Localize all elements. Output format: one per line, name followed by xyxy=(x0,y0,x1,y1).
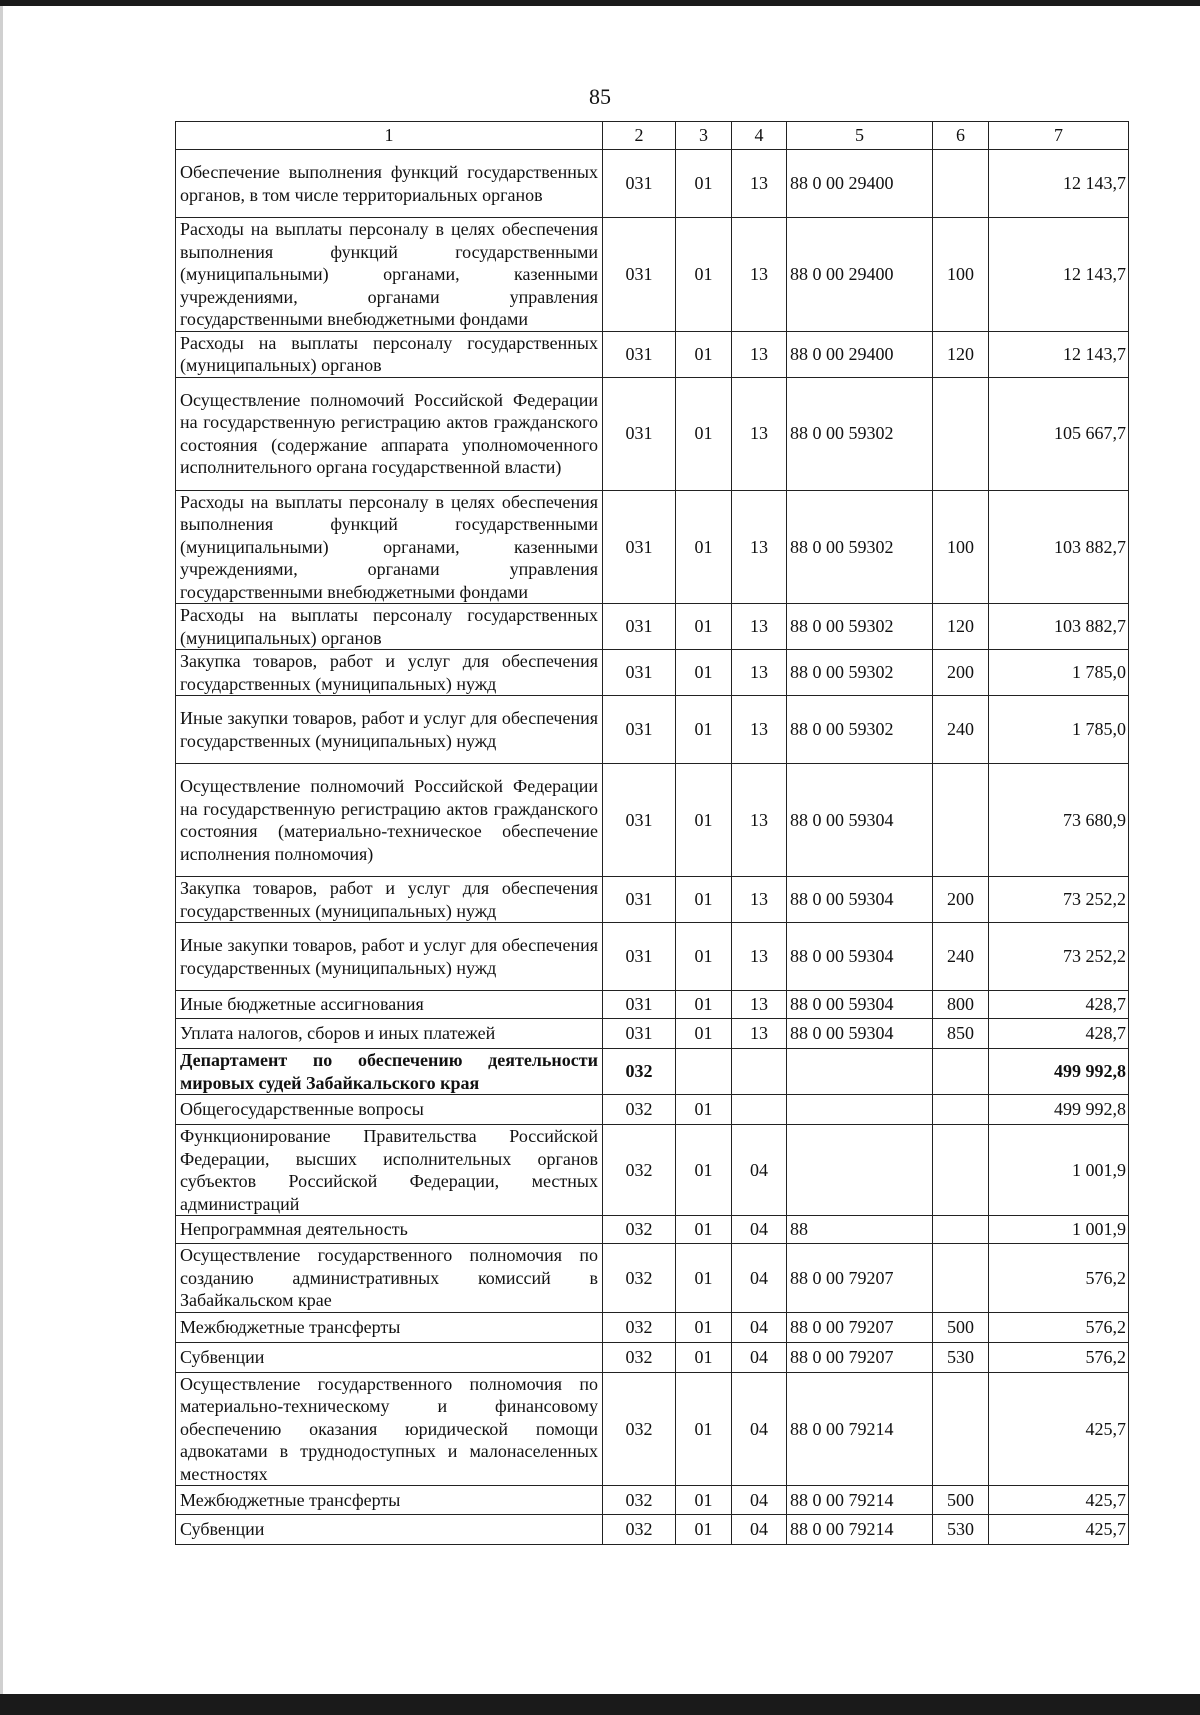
header-col-2: 2 xyxy=(603,122,676,150)
expense-type-code xyxy=(933,1216,989,1244)
section-code: 01 xyxy=(676,1486,732,1515)
amount: 425,7 xyxy=(989,1372,1129,1486)
target-article-code: 88 0 00 59302 xyxy=(787,377,933,490)
amount: 1 001,9 xyxy=(989,1125,1129,1216)
subsection-code: 04 xyxy=(732,1125,787,1216)
item-name: Функционирование Правительства Российской Федерации, высших исполнительных органов субъектов Российской Федерации, местных администраций xyxy=(176,1125,603,1216)
table-row xyxy=(176,331,1129,377)
table-row xyxy=(176,604,1129,650)
scan-left-edge xyxy=(0,0,3,1715)
section-code: 01 xyxy=(676,218,732,332)
item-name: Иные закупки товаров, работ и услуг для обеспечения государственных (муниципальных) нужд xyxy=(176,696,603,764)
table-row xyxy=(176,1515,1129,1545)
amount: 425,7 xyxy=(989,1515,1129,1545)
table-row xyxy=(176,991,1129,1019)
amount: 12 143,7 xyxy=(989,150,1129,218)
expense-type-code: 500 xyxy=(933,1312,989,1342)
amount: 576,2 xyxy=(989,1342,1129,1372)
subsection-code: 13 xyxy=(732,650,787,696)
page-number: 85 xyxy=(589,84,611,109)
table-row xyxy=(176,1372,1129,1486)
subsection-code: 04 xyxy=(732,1216,787,1244)
ministry-code: 031 xyxy=(603,604,676,650)
section-code: 01 xyxy=(676,1312,732,1342)
expense-type-code: 800 xyxy=(933,991,989,1019)
item-name: Департамент по обеспечению деятельности мировых судей Забайкальского края xyxy=(176,1049,603,1095)
table-row xyxy=(176,1019,1129,1049)
amount: 73 680,9 xyxy=(989,764,1129,877)
amount: 12 143,7 xyxy=(989,218,1129,332)
item-name: Осуществление государственного полномочия по созданию административных комиссий в Забайкальском крае xyxy=(176,1244,603,1313)
table-row xyxy=(176,1049,1129,1095)
item-name: Закупка товаров, работ и услуг для обеспечения государственных (муниципальных) нужд xyxy=(176,877,603,923)
section-code: 01 xyxy=(676,490,732,604)
ministry-code: 031 xyxy=(603,150,676,218)
table-row xyxy=(176,650,1129,696)
expense-type-code: 240 xyxy=(933,923,989,991)
expense-type-code xyxy=(933,1244,989,1313)
amount: 105 667,7 xyxy=(989,377,1129,490)
budget-table xyxy=(175,121,1129,1545)
section-code: 01 xyxy=(676,1342,732,1372)
amount: 73 252,2 xyxy=(989,923,1129,991)
table-row xyxy=(176,1342,1129,1372)
target-article-code xyxy=(787,1049,933,1095)
target-article-code: 88 0 00 79214 xyxy=(787,1486,933,1515)
ministry-code: 031 xyxy=(603,764,676,877)
target-article-code: 88 xyxy=(787,1216,933,1244)
target-article-code: 88 0 00 59304 xyxy=(787,991,933,1019)
item-name: Межбюджетные трансферты xyxy=(176,1312,603,1342)
item-name: Субвенции xyxy=(176,1342,603,1372)
expense-type-code: 530 xyxy=(933,1515,989,1545)
item-name: Расходы на выплаты персоналу государственных (муниципальных) органов xyxy=(176,331,603,377)
amount: 499 992,8 xyxy=(989,1049,1129,1095)
section-code: 01 xyxy=(676,696,732,764)
subsection-code: 04 xyxy=(732,1486,787,1515)
scan-bottom-border xyxy=(0,1694,1200,1715)
subsection-code: 13 xyxy=(732,923,787,991)
amount: 425,7 xyxy=(989,1486,1129,1515)
ministry-code: 032 xyxy=(603,1049,676,1095)
ministry-code: 031 xyxy=(603,331,676,377)
ministry-code: 031 xyxy=(603,650,676,696)
subsection-code: 04 xyxy=(732,1372,787,1486)
target-article-code: 88 0 00 59304 xyxy=(787,1019,933,1049)
subsection-code xyxy=(732,1095,787,1125)
item-name: Иные закупки товаров, работ и услуг для обеспечения государственных (муниципальных) нужд xyxy=(176,923,603,991)
section-code: 01 xyxy=(676,604,732,650)
target-article-code: 88 0 00 59302 xyxy=(787,650,933,696)
item-name: Закупка товаров, работ и услуг для обеспечения государственных (муниципальных) нужд xyxy=(176,650,603,696)
target-article-code: 88 0 00 79207 xyxy=(787,1312,933,1342)
expense-type-code: 240 xyxy=(933,696,989,764)
ministry-code: 032 xyxy=(603,1244,676,1313)
table-row xyxy=(176,218,1129,332)
scan-top-border xyxy=(0,0,1200,6)
table-row xyxy=(176,150,1129,218)
ministry-code: 031 xyxy=(603,696,676,764)
amount: 103 882,7 xyxy=(989,490,1129,604)
expense-type-code: 120 xyxy=(933,331,989,377)
expense-type-code xyxy=(933,1049,989,1095)
item-name: Расходы на выплаты персоналу в целях обеспечения выполнения функций государственными (муниципальными) органами, казенными учреждениями, органами управления государственными внебюджетными фондами xyxy=(176,218,603,332)
amount: 428,7 xyxy=(989,1019,1129,1049)
amount: 1 785,0 xyxy=(989,650,1129,696)
ministry-code: 032 xyxy=(603,1312,676,1342)
subsection-code: 13 xyxy=(732,877,787,923)
subsection-code: 13 xyxy=(732,764,787,877)
item-name: Осуществление государственного полномочия по материально-техническому и финансовому обеспечению оказания юридической помощи адвокатами в труднодоступных и малонаселенных местностях xyxy=(176,1372,603,1486)
subsection-code: 04 xyxy=(732,1244,787,1313)
ministry-code: 031 xyxy=(603,991,676,1019)
item-name: Уплата налогов, сборов и иных платежей xyxy=(176,1019,603,1049)
table-row xyxy=(176,1125,1129,1216)
amount: 576,2 xyxy=(989,1244,1129,1313)
section-code: 01 xyxy=(676,1019,732,1049)
ministry-code: 032 xyxy=(603,1515,676,1545)
ministry-code: 032 xyxy=(603,1125,676,1216)
section-code: 01 xyxy=(676,331,732,377)
header-col-4: 4 xyxy=(732,122,787,150)
section-code: 01 xyxy=(676,877,732,923)
expense-type-code: 100 xyxy=(933,218,989,332)
item-name: Расходы на выплаты персоналу в целях обеспечения выполнения функций государственными (муниципальными) органами, казенными учреждениями, органами управления государственными внебюджетными фондами xyxy=(176,490,603,604)
section-code: 01 xyxy=(676,377,732,490)
section-code: 01 xyxy=(676,1372,732,1486)
header-col-5: 5 xyxy=(787,122,933,150)
target-article-code: 88 0 00 79207 xyxy=(787,1342,933,1372)
expense-type-code xyxy=(933,377,989,490)
subsection-code: 13 xyxy=(732,218,787,332)
table-row xyxy=(176,877,1129,923)
table-row xyxy=(176,923,1129,991)
header-col-3: 3 xyxy=(676,122,732,150)
target-article-code: 88 0 00 79207 xyxy=(787,1244,933,1313)
ministry-code: 032 xyxy=(603,1095,676,1125)
header-col-1: 1 xyxy=(176,122,603,150)
table-row xyxy=(176,1486,1129,1515)
target-article-code: 88 0 00 59304 xyxy=(787,923,933,991)
table-row xyxy=(176,377,1129,490)
section-code xyxy=(676,1049,732,1095)
budget-table-body xyxy=(176,122,1129,1545)
ministry-code: 031 xyxy=(603,490,676,604)
amount: 428,7 xyxy=(989,991,1129,1019)
item-name: Непрограммная деятельность xyxy=(176,1216,603,1244)
ministry-code: 032 xyxy=(603,1486,676,1515)
ministry-code: 031 xyxy=(603,1019,676,1049)
item-name: Осуществление полномочий Российской Федерации на государственную регистрацию актов гражданского состояния (содержание аппарата уполномоченного исполнительного органа государственной власти) xyxy=(176,377,603,490)
item-name: Расходы на выплаты персоналу государственных (муниципальных) органов xyxy=(176,604,603,650)
table-row xyxy=(176,764,1129,877)
subsection-code: 04 xyxy=(732,1515,787,1545)
header-col-7: 7 xyxy=(989,122,1129,150)
section-code: 01 xyxy=(676,1216,732,1244)
subsection-code: 13 xyxy=(732,377,787,490)
target-article-code: 88 0 00 29400 xyxy=(787,331,933,377)
subsection-code: 13 xyxy=(732,490,787,604)
expense-type-code: 200 xyxy=(933,650,989,696)
subsection-code: 13 xyxy=(732,150,787,218)
section-code: 01 xyxy=(676,650,732,696)
table-row xyxy=(176,1216,1129,1244)
item-name: Обеспечение выполнения функций государственных органов, в том числе территориальных органов xyxy=(176,150,603,218)
section-code: 01 xyxy=(676,1244,732,1313)
amount: 12 143,7 xyxy=(989,331,1129,377)
expense-type-code xyxy=(933,1095,989,1125)
expense-type-code: 100 xyxy=(933,490,989,604)
target-article-code: 88 0 00 29400 xyxy=(787,150,933,218)
target-article-code: 88 0 00 79214 xyxy=(787,1515,933,1545)
amount: 1 785,0 xyxy=(989,696,1129,764)
expense-type-code xyxy=(933,1125,989,1216)
target-article-code: 88 0 00 59302 xyxy=(787,696,933,764)
target-article-code xyxy=(787,1125,933,1216)
section-code: 01 xyxy=(676,1125,732,1216)
table-row xyxy=(176,696,1129,764)
section-code: 01 xyxy=(676,150,732,218)
ministry-code: 031 xyxy=(603,877,676,923)
target-article-code xyxy=(787,1095,933,1125)
ministry-code: 031 xyxy=(603,218,676,332)
section-code: 01 xyxy=(676,1095,732,1125)
table-header-row xyxy=(176,122,1129,150)
item-name: Субвенции xyxy=(176,1515,603,1545)
item-name: Осуществление полномочий Российской Федерации на государственную регистрацию актов гражданского состояния (материально-техническое обеспечение исполнения полномочия) xyxy=(176,764,603,877)
expense-type-code: 850 xyxy=(933,1019,989,1049)
amount: 73 252,2 xyxy=(989,877,1129,923)
expense-type-code: 200 xyxy=(933,877,989,923)
ministry-code: 032 xyxy=(603,1342,676,1372)
amount: 499 992,8 xyxy=(989,1095,1129,1125)
header-col-6: 6 xyxy=(933,122,989,150)
subsection-code: 13 xyxy=(732,991,787,1019)
item-name: Иные бюджетные ассигнования xyxy=(176,991,603,1019)
expense-type-code xyxy=(933,150,989,218)
target-article-code: 88 0 00 59304 xyxy=(787,764,933,877)
expense-type-code xyxy=(933,1372,989,1486)
section-code: 01 xyxy=(676,991,732,1019)
subsection-code: 13 xyxy=(732,1019,787,1049)
target-article-code: 88 0 00 79214 xyxy=(787,1372,933,1486)
expense-type-code: 530 xyxy=(933,1342,989,1372)
ministry-code: 032 xyxy=(603,1216,676,1244)
section-code: 01 xyxy=(676,764,732,877)
target-article-code: 88 0 00 59302 xyxy=(787,604,933,650)
subsection-code: 04 xyxy=(732,1342,787,1372)
table-row xyxy=(176,490,1129,604)
section-code: 01 xyxy=(676,1515,732,1545)
target-article-code: 88 0 00 59302 xyxy=(787,490,933,604)
ministry-code: 031 xyxy=(603,377,676,490)
ministry-code: 031 xyxy=(603,923,676,991)
ministry-code: 032 xyxy=(603,1372,676,1486)
target-article-code: 88 0 00 59304 xyxy=(787,877,933,923)
amount: 576,2 xyxy=(989,1312,1129,1342)
subsection-code xyxy=(732,1049,787,1095)
subsection-code: 04 xyxy=(732,1312,787,1342)
amount: 103 882,7 xyxy=(989,604,1129,650)
item-name: Общегосударственные вопросы xyxy=(176,1095,603,1125)
subsection-code: 13 xyxy=(732,696,787,764)
subsection-code: 13 xyxy=(732,604,787,650)
expense-type-code: 500 xyxy=(933,1486,989,1515)
subsection-code: 13 xyxy=(732,331,787,377)
table-row xyxy=(176,1095,1129,1125)
table-row xyxy=(176,1244,1129,1313)
target-article-code: 88 0 00 29400 xyxy=(787,218,933,332)
section-code: 01 xyxy=(676,923,732,991)
amount: 1 001,9 xyxy=(989,1216,1129,1244)
table-row xyxy=(176,1312,1129,1342)
expense-type-code xyxy=(933,764,989,877)
item-name: Межбюджетные трансферты xyxy=(176,1486,603,1515)
expense-type-code: 120 xyxy=(933,604,989,650)
